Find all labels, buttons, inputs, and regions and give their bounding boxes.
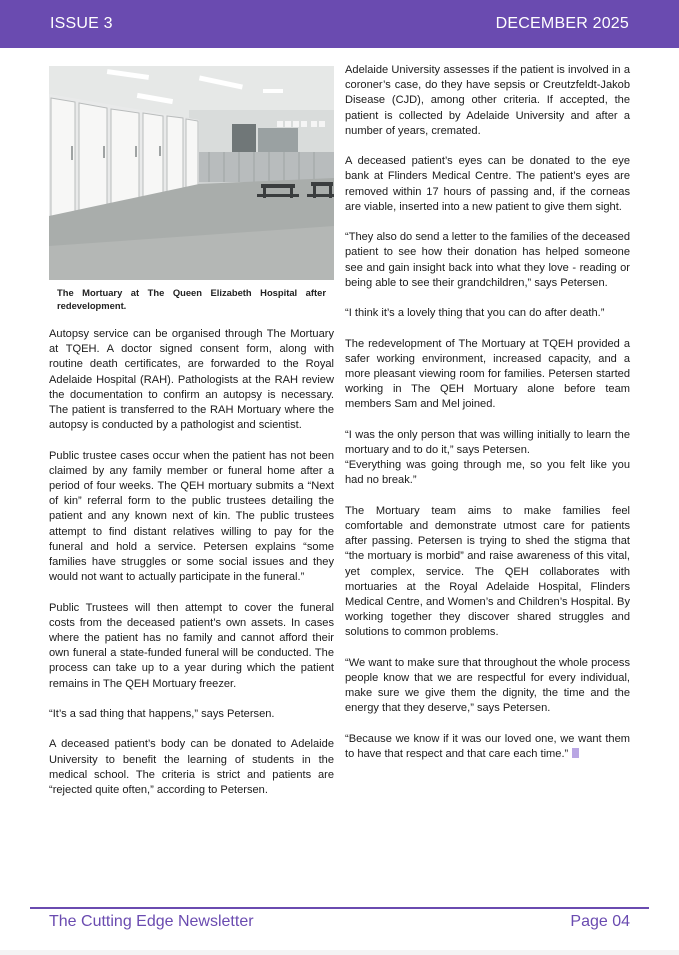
left-paragraph-4: “It’s a sad thing that happens,” says Petersen. <box>49 708 275 721</box>
left-paragraph-5: A deceased patient’s body can be donated to Adelaide University to benefit the learning of students in the medical school. The criteria is strict and patients are “rejected quite often,” according to Petersen. <box>49 738 334 797</box>
page-header <box>0 0 679 48</box>
footer-divider <box>30 907 649 909</box>
right-paragraph-2: A deceased patient’s eyes can be donated to the eye bank at Flinders Medical Centre. The patient’s eyes are removed within 17 hours of passing and, if the corneas are viable, inserted into a new patient to give them sight. <box>345 155 630 213</box>
page-number: Page 04 <box>570 913 630 930</box>
right-paragraph-5: The redevelopment of The Mortuary at TQEH provided a safer working environment, increased capacity, and a more pleasant viewing room for families. Petersen started working in The QEH Mortuary alone before team members Sam and Mel joined. <box>345 337 630 411</box>
left-column <box>49 66 334 813</box>
right-paragraph-6a: “I was the only person that was willing initially to learn the mortuary and to do it,” says Petersen. <box>345 428 630 456</box>
left-paragraph-2: Public trustee cases occur when the patient has not been claimed by any family member or funeral home after a period of four weeks. The QEH mortuary submits a “Next of kin” referral form to the public trustees detailing the patient and any known next of kin. The public trustees attempt to find distant relatives willing to pay for the funeral and hold a service. Petersen explains “some families have struggles or some social issues and they would not want to actually participate in the funeral.” <box>49 449 334 584</box>
issue-label: ISSUE 3 <box>50 15 113 32</box>
issue-date: DECEMBER 2025 <box>495 15 629 32</box>
page-bottom-edge <box>0 950 679 955</box>
right-paragraph-6b: “Everything was going through me, so you felt like you had no break.” <box>345 459 630 487</box>
closing-quote: “Because we know if it was our loved one, we want them to have that respect and that care each time.” <box>345 732 630 761</box>
left-paragraph-3: Public Trustees will then attempt to cover the funeral costs from the deceased patient’s own assets. In cases where the patient has no family and cannot afford their own funeral a state-funded funeral will be conducted. The process can take up to a year during which the patient remains in The QEH Mortuary freezer. <box>49 601 334 690</box>
right-paragraph-7: The Mortuary team aims to make families feel comfortable and demonstrate utmost care for patients after passing. Petersen is trying to shed the stigma that “the mortuary is morbid” and raise awareness of this vital, yet complex, service. The QEH collaborates with mortuaries at the Royal Adelaide Hospital, Flinders Medical Centre, and Women’s and Children’s Hospital. By working together they discover shared struggles and solutions to common problems. <box>345 504 630 639</box>
right-paragraph-3: “They also do send a letter to the families of the deceased patient to see how their donation has helped someone see and gain insight back into what they love - reading or being able to see their grandchildren,” says Petersen. <box>345 231 630 289</box>
right-paragraph-1: Adelaide University assesses if the patient is involved in a coroner’s case, do they have sepsis or Creutzfeldt-Jakob Disease (CJD), among other criteria. If accepted, the patient is collected by Adelaide University and after a number of years, cremated. <box>345 64 630 137</box>
right-paragraph-8: “We want to make sure that throughout the whole process people know that we are respectful for every individual, make sure we give them the dignity, the time and the energy that they deserve,” says Petersen. <box>345 656 630 715</box>
right-paragraph-4: “I think it’s a lovely thing that you can do after death.” <box>345 307 605 320</box>
right-paragraph-9 <box>345 732 630 762</box>
right-column <box>345 63 630 777</box>
end-of-article-mark <box>572 748 579 758</box>
newsletter-name: The Cutting Edge Newsletter <box>49 913 254 930</box>
left-paragraph-1: Autopsy service can be organised through The Mortuary at TQEH. A doctor signed consent form, along with routine death certificates, are forwarded to the Royal Adelaide Hospital (RAH). Pathologists at the RAH review the documentation to confirm an autopsy is necessary. The patient is transferred to the RAH Mortuary where the autopsy is conducted by a pathologist and scientist. <box>49 328 334 432</box>
photo-caption: The Mortuary at The Queen Elizabeth Hospital after redevelopment. <box>57 287 326 311</box>
mortuary-room-photo <box>49 66 334 280</box>
page-footer <box>49 913 630 931</box>
